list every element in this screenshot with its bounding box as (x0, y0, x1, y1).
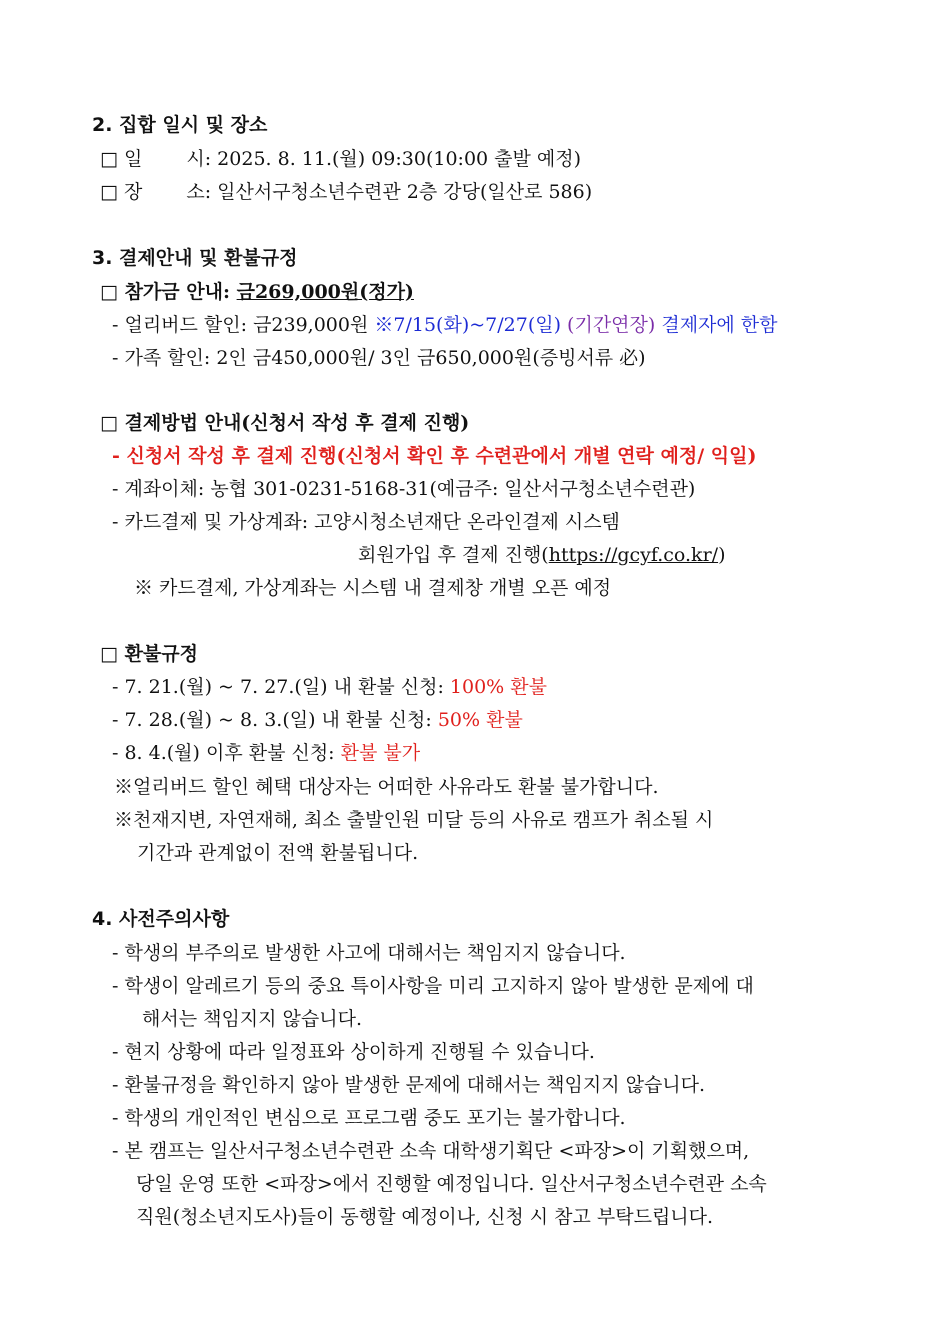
card-payment: - 카드결제 및 가상계좌: 고양시청소년재단 온라인결제 시스템 (112, 511, 620, 533)
refund-rule-1 (112, 674, 547, 700)
early-bird-extension: (기간연장) (561, 314, 662, 336)
signup-line (358, 542, 725, 568)
refund-rule-3-value: 환불 불가 (340, 742, 421, 764)
refund-note-cancel: ※천재지변, 자연재해, 최소 출발인원 미달 등의 사유로 캠프가 취소될 시 (114, 809, 714, 831)
caution-item: - 학생의 부주의로 발생한 사고에 대해서는 책임지지 않습니다. (112, 942, 626, 964)
bank-transfer: - 계좌이체: 농협 301-0231-5168-31(예금주: 일산서구청소년수련관) (112, 478, 696, 500)
section-3-title: 3. 결제안내 및 환불규정 (92, 247, 298, 269)
caution-item-cont: 직원(청소년지도사)들이 동행할 예정이나, 신청 시 참고 부탁드립니다. (136, 1206, 714, 1228)
caution-item: - 학생이 알레르기 등의 중요 특이사항을 미리 고지하지 않아 발생한 문제에 대 (112, 975, 754, 997)
gathering-date: □ 일 시: 2025. 8. 11.(월) 09:30(10:00 출발 예정) (100, 148, 582, 170)
caution-item-cont: 당일 운영 또한 <파장>에서 진행할 예정입니다. 일산서구청소년수련관 소속 (136, 1173, 767, 1195)
section-2-title: 2. 집합 일시 및 장소 (92, 114, 268, 136)
refund-rule-2 (112, 707, 523, 733)
refund-rule-1-period: - 7. 21.(월) ~ 7. 27.(일) 내 환불 신청: (112, 676, 450, 698)
signup-suffix: ) (718, 544, 726, 566)
payment-note: ※ 카드결제, 가상계좌는 시스템 내 결제창 개별 오픈 예정 (134, 577, 612, 599)
refund-rule-1-value: 100% 환불 (449, 676, 547, 698)
early-bird-suffix: 결제자에 한함 (661, 314, 778, 336)
refund-note-cancel-cont: 기간과 관계없이 전액 환불됩니다. (137, 842, 419, 864)
caution-item: - 현지 상황에 따라 일정표와 상이하게 진행될 수 있습니다. (112, 1041, 595, 1063)
refund-rule-3 (112, 740, 420, 766)
payment-notice: - 신청서 작성 후 결제 진행(신청서 확인 후 수련관에서 개별 연락 예정/ 익일) (112, 445, 757, 467)
caution-item: - 환불규정을 확인하지 않아 발생한 문제에 대해서는 책임지지 않습니다. (112, 1074, 706, 1096)
section-4-title: 4. 사전주의사항 (92, 908, 230, 930)
early-bird-prefix: - 얼리버드 할인: 금239,000원 (112, 314, 375, 336)
early-bird-period: ※7/15(화)~7/27(일) (374, 314, 562, 336)
gcyf-link[interactable]: https://gcyf.co.kr/ (548, 544, 719, 566)
refund-title: □ 환불규정 (100, 643, 198, 665)
early-bird-line (112, 312, 778, 338)
fee-line (100, 279, 414, 305)
refund-note-early-bird: ※얼리버드 할인 혜택 대상자는 어떠한 사유라도 환불 불가합니다. (114, 776, 659, 798)
caution-item: - 학생의 개인적인 변심으로 프로그램 중도 포기는 불가합니다. (112, 1107, 626, 1129)
signup-prefix: 회원가입 후 결제 진행( (358, 544, 549, 566)
fee-value: 금269,000원(정가) (236, 281, 414, 303)
fee-label: □ 참가금 안내: (100, 281, 237, 303)
refund-rule-2-value: 50% 환불 (437, 709, 523, 731)
caution-item-cont: 해서는 책임지지 않습니다. (142, 1008, 363, 1030)
family-discount: - 가족 할인: 2인 금450,000원/ 3인 금650,000원(증빙서류 必) (112, 347, 646, 369)
refund-rule-3-period: - 8. 4.(월) 이후 환불 신청: (112, 742, 341, 764)
payment-method-title: □ 결제방법 안내(신청서 작성 후 결제 진행) (100, 412, 470, 434)
caution-item: - 본 캠프는 일산서구청소년수련관 소속 대학생기획단 <파장>이 기획했으며, (112, 1140, 750, 1162)
refund-rule-2-period: - 7. 28.(월) ~ 8. 3.(일) 내 환불 신청: (112, 709, 438, 731)
gathering-place: □ 장 소: 일산서구청소년수련관 2층 강당(일산로 586) (100, 181, 593, 203)
